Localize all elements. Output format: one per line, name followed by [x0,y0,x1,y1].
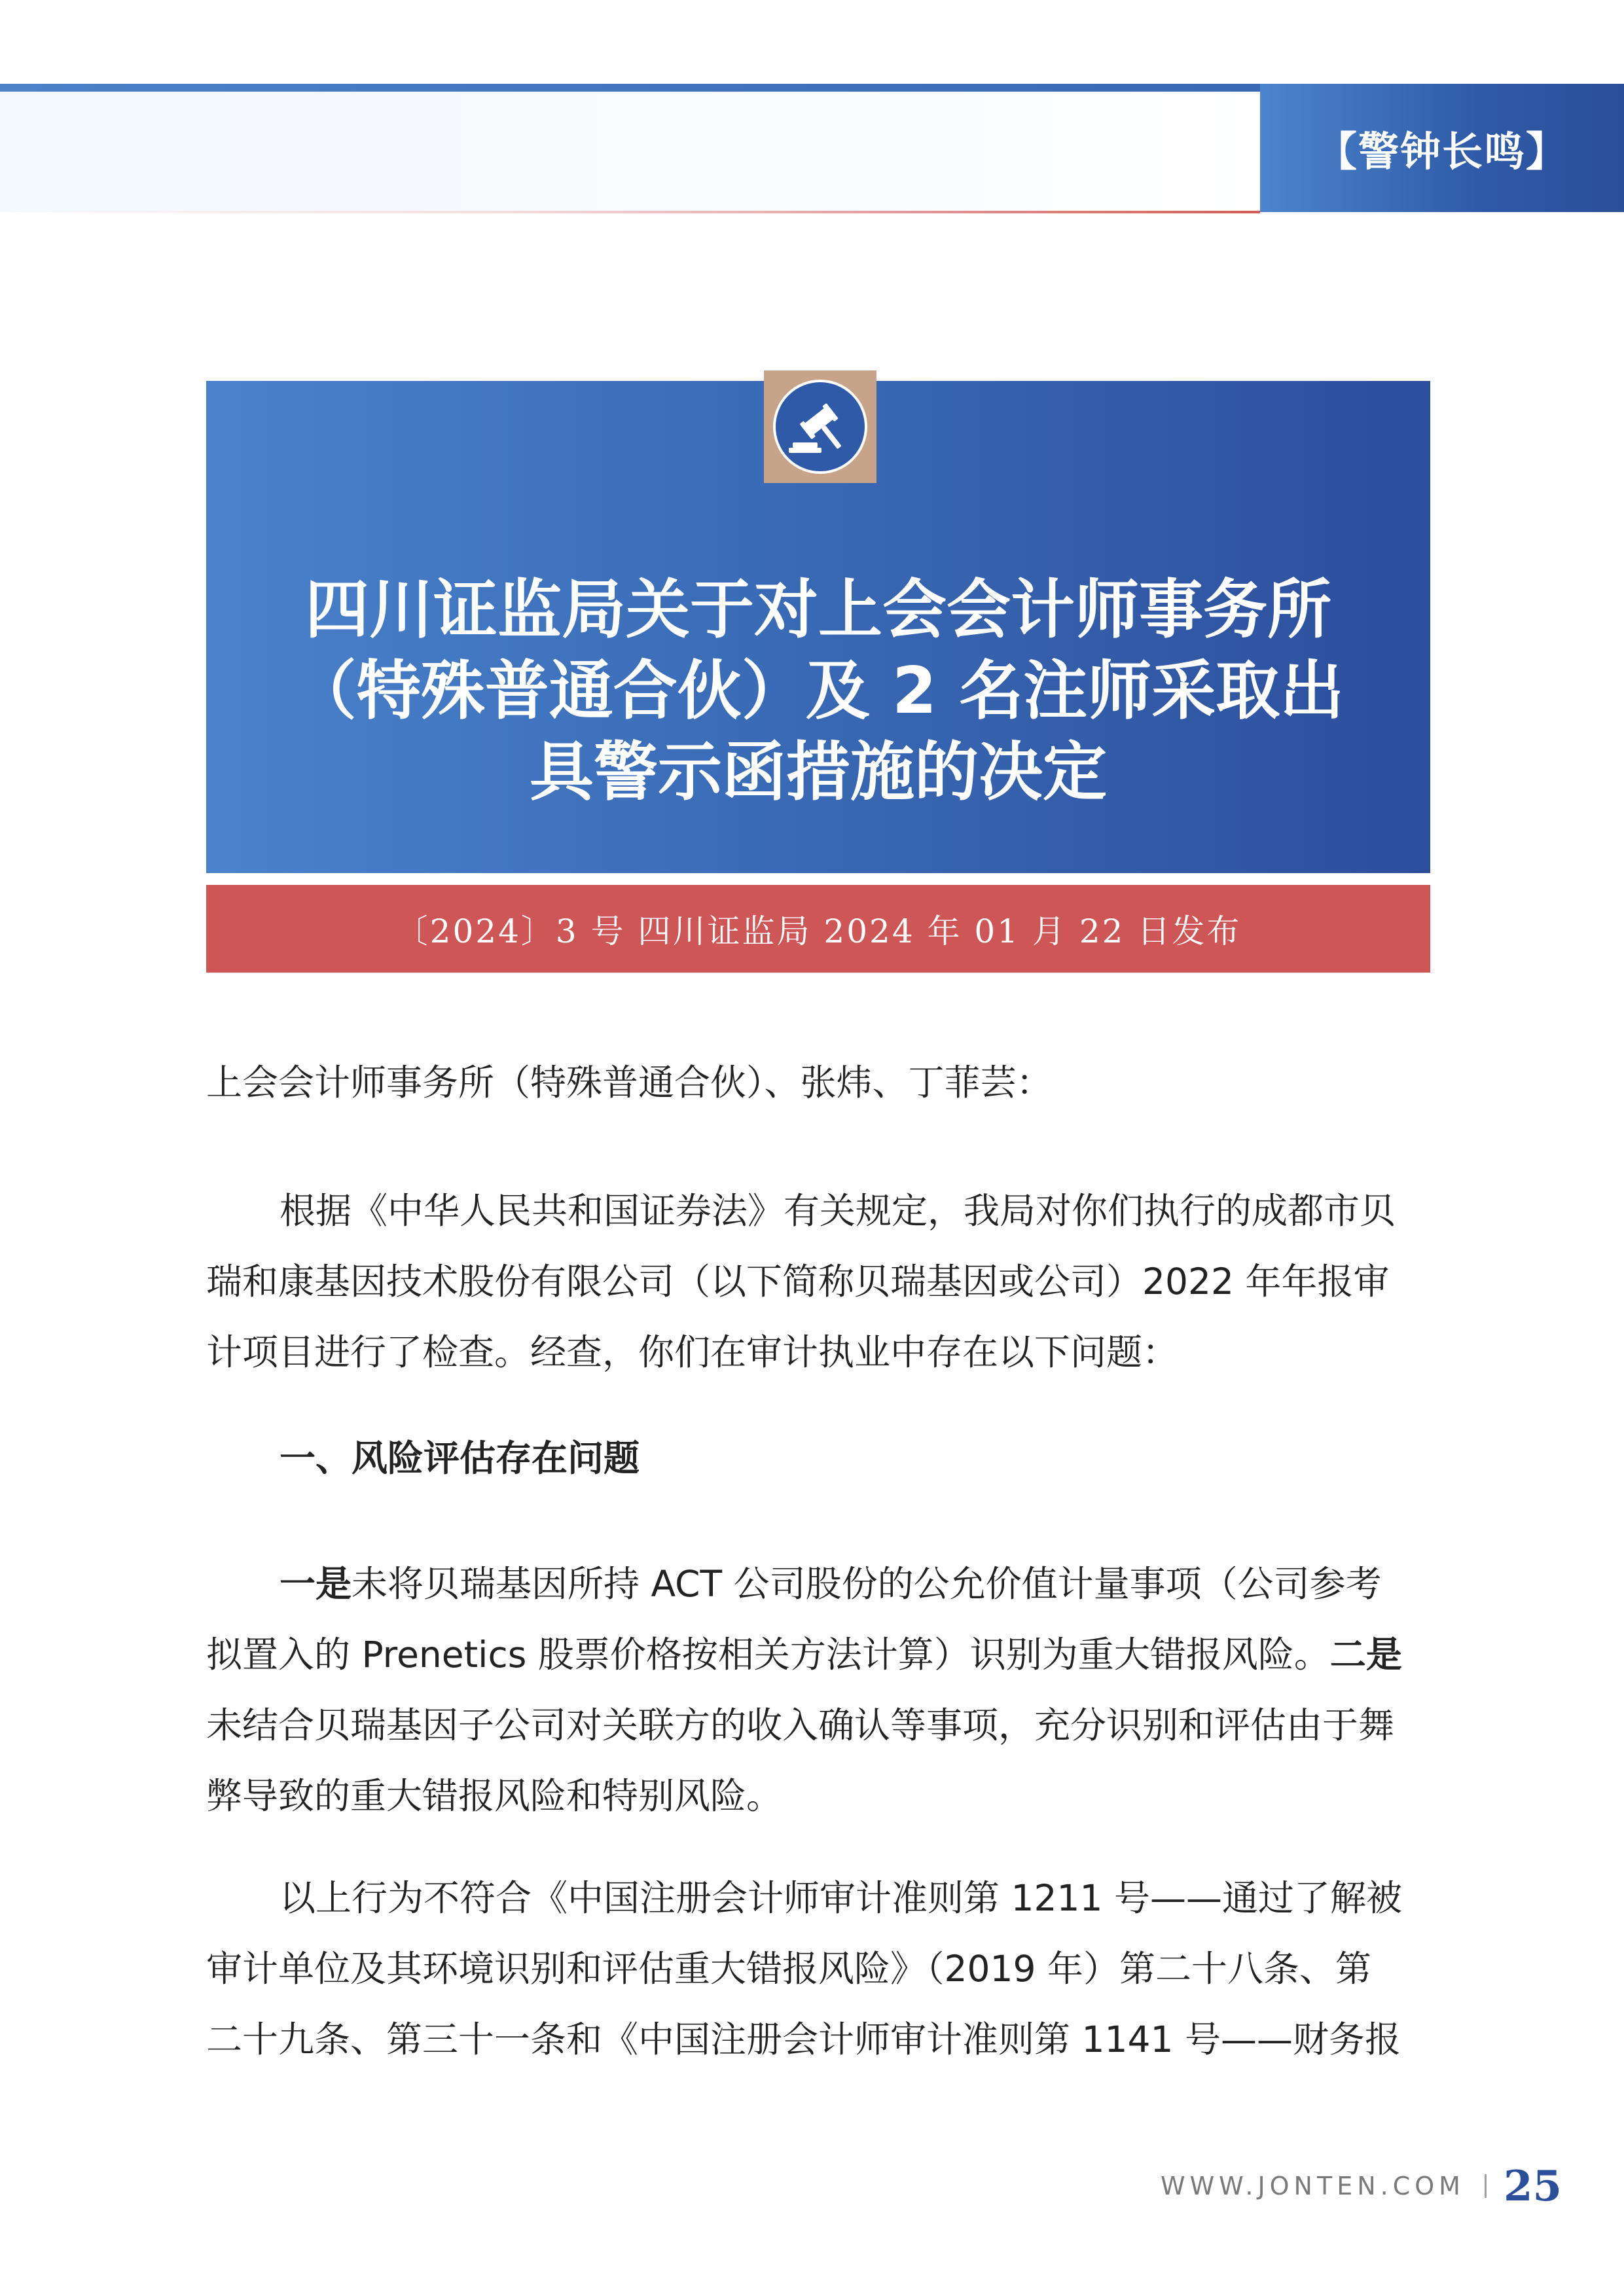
section-heading-1 [206,1423,1430,1494]
paragraph-line: 审计单位及其环境识别和评估重大错报风险》（2019 年）第二十八条、第 [206,1948,1371,1990]
publish-info: 〔2024〕3 号 四川证监局 2024 年 01 月 22 日发布 [395,912,1242,950]
header-stripe [0,84,1260,92]
paragraph-line [206,1549,1430,1619]
lead-label: 一是 [280,1563,352,1605]
header-band [0,92,1260,212]
page-footer [1161,2160,1562,2212]
gavel-icon [773,380,867,474]
page-number: 25 [1503,2161,1562,2211]
paragraph-text: 拟置入的 Prenetics 股票价格按相关方法计算）识别为重大错报风险。 [206,1634,1330,1676]
footer-site-url: WWW.JONTEN.COM [1161,2172,1465,2200]
section-tab [1260,84,1624,212]
title-line: （特殊普通合伙）及 2 名注师采取出 [292,654,1344,728]
paragraph-line: 计项目进行了检查。经查，你们在审计执业中存在以下问题： [206,1331,1179,1373]
footer-separator [1485,2174,1487,2198]
paragraph-line [206,1619,1430,1690]
paragraph-line: 二十九条、第三十一条和《中国注册会计师审计准则第 1141 号——财务报 [206,2018,1401,2060]
header-divider [0,211,1260,213]
salutation-text: 上会会计师事务所（特殊普通合伙）、张炜、丁菲芸： [206,1062,1053,1103]
salutation [206,1047,1430,1118]
paragraph-line: 瑞和康基因技术股份有限公司（以下简称贝瑞基因或公司）2022 年年报审 [206,1261,1390,1302]
section-tab-label: 【警钟长鸣】 [1316,127,1568,175]
lead-label: 二是 [1329,1634,1402,1676]
paragraph-line: 未结合贝瑞基因子公司对关联方的收入确认等事项，充分识别和评估由于舞 [206,1704,1395,1746]
paragraph-line: 根据《中华人民共和国证券法》有关规定，我局对你们执行的成都市贝 [280,1190,1396,1232]
title-line: 具警示函措施的决定 [529,735,1107,810]
paragraph-line: 弊导致的重大错报风险和特别风险。 [206,1775,783,1817]
paragraph-1 [206,1175,1430,1388]
paragraph-3 [206,1863,1430,2075]
heading-text: 一、风险评估存在问题 [280,1437,640,1479]
emblem [764,370,876,483]
paragraph-text: 未将贝瑞基因所持 ACT 公司股份的公允价值计量事项（公司参考 [352,1563,1382,1605]
paragraph-line: 以上行为不符合《中国注册会计师审计准则第 1211 号——通过了解被 [280,1877,1402,1919]
publish-info-bar [206,885,1430,973]
article-title [223,569,1414,813]
title-line: 四川证监局关于对上会会计师事务所 [304,573,1331,647]
paragraph-2 [206,1549,1430,1831]
